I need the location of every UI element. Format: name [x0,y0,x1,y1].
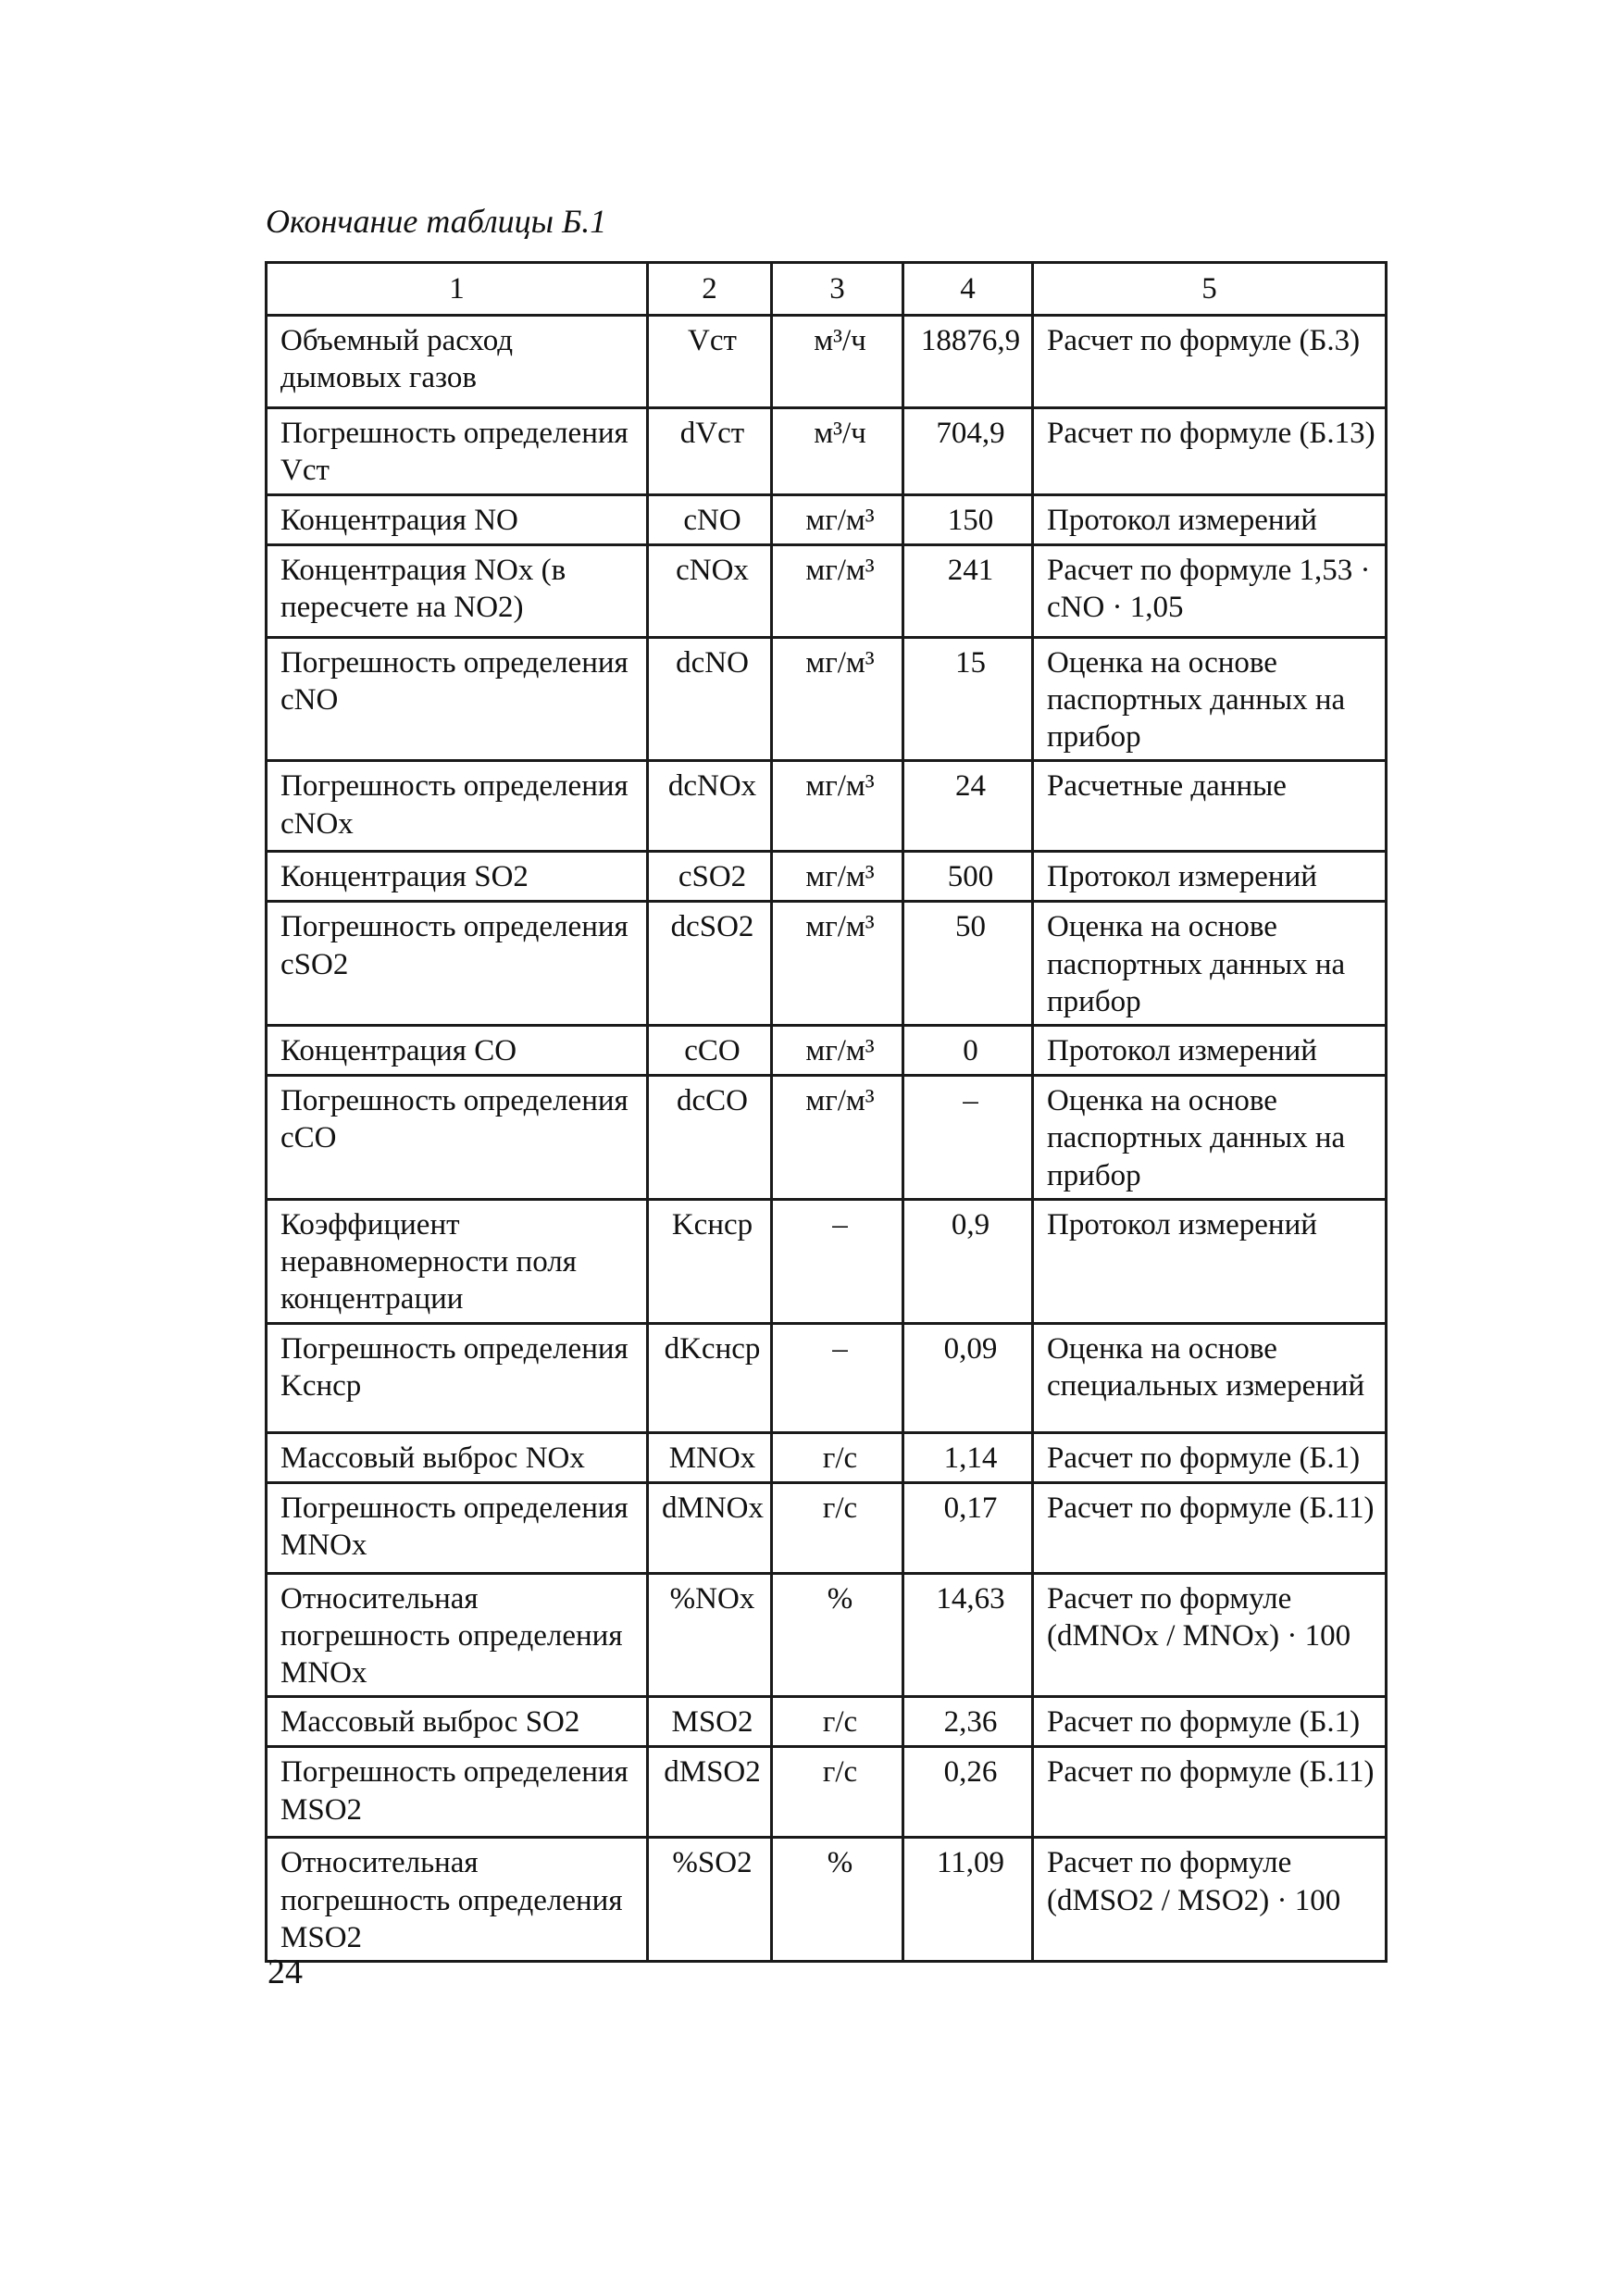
symbol-cell: dcNOx [648,761,772,852]
table-caption: Окончание таблицы Б.1 [266,203,607,240]
source-cell: Оценка на основе паспортных данных на прибор [1033,637,1387,761]
symbol-cell: dMSO2 [648,1747,772,1838]
source-cell: Оценка на основе паспортных данных на прибор [1033,902,1387,1026]
source-cell: Расчет по формуле (Б.13) [1033,408,1387,495]
unit-cell: мг/м³ [772,902,903,1026]
parameter-cell: Погрешность определения cNOx [267,761,648,852]
parameter-cell: Погрешность определения MNOx [267,1482,648,1573]
symbol-cell: dcSO2 [648,902,772,1026]
table-row [267,494,1387,544]
parameter-cell: Погрешность определения cSO2 [267,902,648,1026]
table-row [267,316,1387,408]
value-cell: 18876,9 [903,316,1033,408]
symbol-cell: cCO [648,1026,772,1076]
parameter-cell: Концентрация NOx (в пересчете на NO2) [267,544,648,637]
column-header: 2 [648,263,772,316]
unit-cell: мг/м³ [772,761,903,852]
unit-cell: мг/м³ [772,544,903,637]
parameter-cell: Концентрация NO [267,494,648,544]
unit-cell: мг/м³ [772,1026,903,1076]
source-cell: Протокол измерений [1033,494,1387,544]
parameter-cell: Концентрация SO2 [267,852,648,902]
parameter-cell: Погрешность определения cNO [267,637,648,761]
value-cell: 500 [903,852,1033,902]
source-cell: Расчетные данные [1033,761,1387,852]
table-row [267,1323,1387,1432]
table-row [267,1747,1387,1838]
table-body [267,316,1387,1962]
unit-cell: м³/ч [772,408,903,495]
value-cell: 1,14 [903,1432,1033,1482]
value-cell: 0,26 [903,1747,1033,1838]
source-cell: Расчет по формуле (Б.1) [1033,1432,1387,1482]
parameter-cell: Погрешность определения Kcнср [267,1323,648,1432]
unit-cell: % [772,1838,903,1962]
source-cell: Расчет по формуле 1,53 · cNO · 1,05 [1033,544,1387,637]
unit-cell: мг/м³ [772,852,903,902]
value-cell: 2,36 [903,1697,1033,1747]
symbol-cell: MSO2 [648,1697,772,1747]
source-cell: Протокол измерений [1033,1026,1387,1076]
parameter-cell: Коэффициент неравномерности поля концентрации [267,1199,648,1323]
value-cell: 50 [903,902,1033,1026]
value-cell: 11,09 [903,1838,1033,1962]
value-cell: 241 [903,544,1033,637]
column-header: 3 [772,263,903,316]
table-row [267,852,1387,902]
parameter-cell: Концентрация СО [267,1026,648,1076]
source-cell: Расчет по формуле (Б.3) [1033,316,1387,408]
value-cell: 0 [903,1026,1033,1076]
value-cell: 14,63 [903,1573,1033,1697]
value-cell: 0,17 [903,1482,1033,1573]
column-header: 5 [1033,263,1387,316]
parameter-cell: Объемный расход дымовых газов [267,316,648,408]
source-cell: Протокол измерений [1033,852,1387,902]
parameter-cell: Массовый выброс SO2 [267,1697,648,1747]
parameter-cell: Относительная погрешность определения MSO2 [267,1838,648,1962]
unit-cell: мг/м³ [772,494,903,544]
value-cell: 704,9 [903,408,1033,495]
parameter-cell: Погрешность определения MSO2 [267,1747,648,1838]
table-row [267,902,1387,1026]
table-row [267,1076,1387,1200]
symbol-cell: Kcнср [648,1199,772,1323]
table-row [267,408,1387,495]
unit-cell: мг/м³ [772,637,903,761]
source-cell: Расчет по формуле (Б.11) [1033,1747,1387,1838]
value-cell: 15 [903,637,1033,761]
source-cell: Расчет по формуле (dMNOx / MNOx) · 100 [1033,1573,1387,1697]
header-row [267,263,1387,316]
symbol-cell: Vст [648,316,772,408]
source-cell: Расчет по формуле (Б.1) [1033,1697,1387,1747]
symbol-cell: dMNOx [648,1482,772,1573]
source-cell: Оценка на основе паспортных данных на прибор [1033,1076,1387,1200]
symbol-cell: %NOx [648,1573,772,1697]
unit-cell: г/с [772,1432,903,1482]
table-row [267,761,1387,852]
page-number: 24 [268,1953,303,1991]
symbol-cell: MNOx [648,1432,772,1482]
unit-cell: г/с [772,1697,903,1747]
parameter-cell: Массовый выброс NOx [267,1432,648,1482]
unit-cell: % [772,1573,903,1697]
table-row [267,1573,1387,1697]
source-cell: Оценка на основе специальных измерений [1033,1323,1387,1432]
source-cell: Расчет по формуле (Б.11) [1033,1482,1387,1573]
unit-cell: – [772,1199,903,1323]
parameter-cell: Относительная погрешность определения MNOx [267,1573,648,1697]
symbol-cell: cNOx [648,544,772,637]
symbol-cell: cNO [648,494,772,544]
symbol-cell: dVст [648,408,772,495]
unit-cell: г/с [772,1747,903,1838]
unit-cell: – [772,1323,903,1432]
value-cell: 0,09 [903,1323,1033,1432]
symbol-cell: dcCO [648,1076,772,1200]
unit-cell: мг/м³ [772,1076,903,1200]
table-row [267,1026,1387,1076]
unit-cell: г/с [772,1482,903,1573]
symbol-cell: dKcнср [648,1323,772,1432]
table-row [267,544,1387,637]
symbol-cell: %SO2 [648,1838,772,1962]
table-row [267,1838,1387,1962]
table-row [267,1432,1387,1482]
table-row [267,1199,1387,1323]
table-row [267,1697,1387,1747]
value-cell: 24 [903,761,1033,852]
symbol-cell: dcNO [648,637,772,761]
value-cell: 150 [903,494,1033,544]
table-row [267,1482,1387,1573]
parameter-cell: Погрешность определения Vст [267,408,648,495]
column-header: 4 [903,263,1033,316]
source-cell: Протокол измерений [1033,1199,1387,1323]
table-row [267,637,1387,761]
source-cell: Расчет по формуле (dMSO2 / MSO2) · 100 [1033,1838,1387,1962]
value-cell: – [903,1076,1033,1200]
parameter-cell: Погрешность определения cCO [267,1076,648,1200]
data-table [265,261,1388,1963]
value-cell: 0,9 [903,1199,1033,1323]
unit-cell: м³/ч [772,316,903,408]
symbol-cell: cSO2 [648,852,772,902]
column-header: 1 [267,263,648,316]
